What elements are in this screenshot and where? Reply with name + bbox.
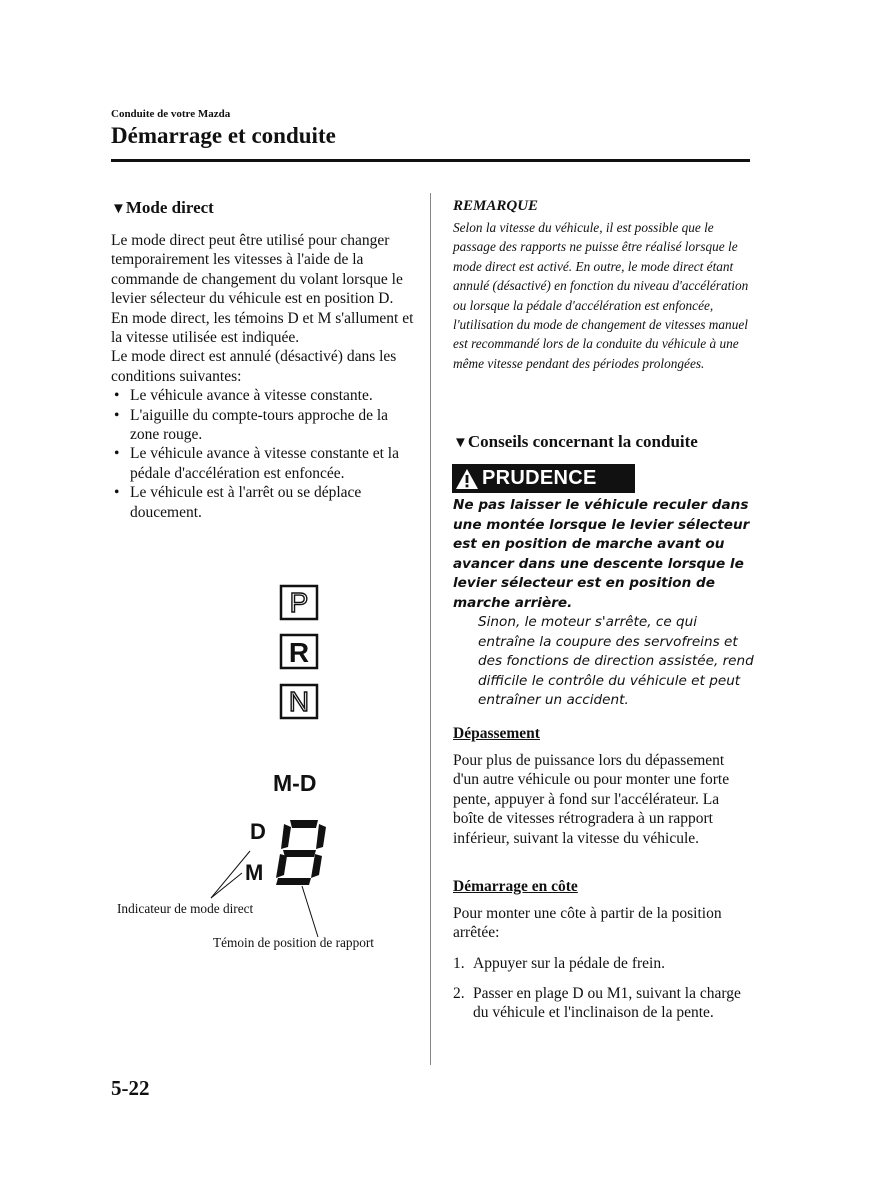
- md-label: M-D: [273, 770, 317, 796]
- step-text: Passer en plage D ou M1, suivant la charge du véhicule et l'inclinaison de la pente.: [473, 985, 741, 1022]
- list-item: • L'aiguille du compte-tours approche de la zone rouge.: [111, 406, 416, 445]
- mode-direct-para2: En mode direct, les témoins D et M s'allument et la vitesse utilisée est indiquée.: [111, 309, 414, 347]
- step-number: 2.: [453, 985, 465, 1002]
- list-item: • Le véhicule est à l'arrêt ou se déplace doucement.: [111, 483, 416, 522]
- warning-text: Sinon, le moteur s'arrête, ce qui entraîne la coupure des servofreins et des fonctions de direction assistée, rend difficile le contrôle du véhicule et peut entraîner un accident.: [478, 614, 754, 708]
- m-indicator-letter: M: [245, 860, 264, 885]
- page-title: Démarrage et conduite: [111, 123, 336, 148]
- list-item: • Le véhicule avance à vitesse constante.: [111, 386, 416, 405]
- seven-segment-digit: [276, 820, 326, 885]
- section-title-mode-direct: [111, 198, 214, 218]
- caption-gear-position: Témoin de position de rapport: [213, 935, 375, 950]
- section-title-text: Conseils concernant la conduite: [467, 432, 698, 451]
- warning-bold-text: Ne pas laisser le véhicule reculer dans une montée lorsque le levier sélecteur est en position de marche avant ou avancer dans une descente lorsque le levier sélecteur est en position de marche arrière.: [453, 497, 750, 611]
- cancel-conditions-list: [111, 386, 416, 522]
- gear-n-letter: N: [288, 686, 310, 717]
- triangle-down-icon: ▼: [111, 201, 126, 217]
- breadcrumb: Conduite de votre Mazda: [111, 108, 231, 120]
- section-title-conseils: [453, 432, 698, 452]
- warning-icon: [452, 464, 482, 493]
- gear-p-letter: P: [289, 587, 309, 618]
- gear-n-indicator: [281, 685, 317, 718]
- list-item: [453, 984, 753, 1023]
- caption-indicator: Indicateur de mode direct: [117, 901, 254, 916]
- prudence-label: PRUDENCE: [482, 467, 597, 489]
- column-divider: [430, 193, 431, 1065]
- gear-p-indicator: [281, 586, 317, 619]
- triangle-down-icon: ▼: [453, 435, 468, 451]
- subsection-title-demarrage-cote: Démarrage en côte: [453, 878, 578, 895]
- mode-direct-para1: Le mode direct peut être utilisé pour changer temporairement les vitesses à l'aide de la commande de changement du volant lorsque le levier sélecteur du véhicule est en position D.: [111, 232, 403, 308]
- step-number: 1.: [453, 955, 465, 972]
- depassement-text: Pour plus de puissance lors du dépassement d'un autre véhicule ou pour monter une forte pente, appuyer à fond sur l'accélérateur. La boîte de vitesses rétrogradera à un rapport inférieur, suivant la vitesse du véhicule.: [453, 752, 730, 847]
- gear-r-indicator: [281, 635, 317, 668]
- prudence-badge: [452, 464, 635, 493]
- header-rule: [111, 159, 750, 162]
- gear-r-letter: R: [288, 637, 310, 668]
- list-item: [453, 954, 753, 973]
- mode-direct-body: [111, 231, 416, 522]
- page-number: 5-22: [111, 1076, 150, 1100]
- list-item: • Le véhicule avance à vitesse constante et la pédale d'accélération est enfoncée.: [111, 444, 416, 483]
- step-text: Appuyer sur la pédale de frein.: [473, 955, 665, 972]
- subsection-title-depassement: Dépassement: [453, 725, 540, 742]
- demarrage-cote-intro: Pour monter une côte à partir de la position arrêtée:: [453, 905, 722, 942]
- d-indicator-letter: D: [250, 819, 266, 844]
- mode-direct-para3: Le mode direct est annulé (désactivé) dans les conditions suivantes:: [111, 348, 397, 385]
- remarque-text: Selon la vitesse du véhicule, il est possible que le passage des rapports ne puisse être réalisé lorsque le mode direct est activé. En outre, le mode direct étant annulé (désactivé) en fonction du niveau d'accélération ou lorsque la pédale d'accélération est enfoncée, l'utilisation du mode de changement de vitesses manuel est recommandé lors de la conduite du véhicule à une même vitesse pendant des périodes prolongées.: [453, 220, 749, 371]
- remarque-title: REMARQUE: [453, 198, 539, 214]
- section-title-text: Mode direct: [125, 198, 214, 217]
